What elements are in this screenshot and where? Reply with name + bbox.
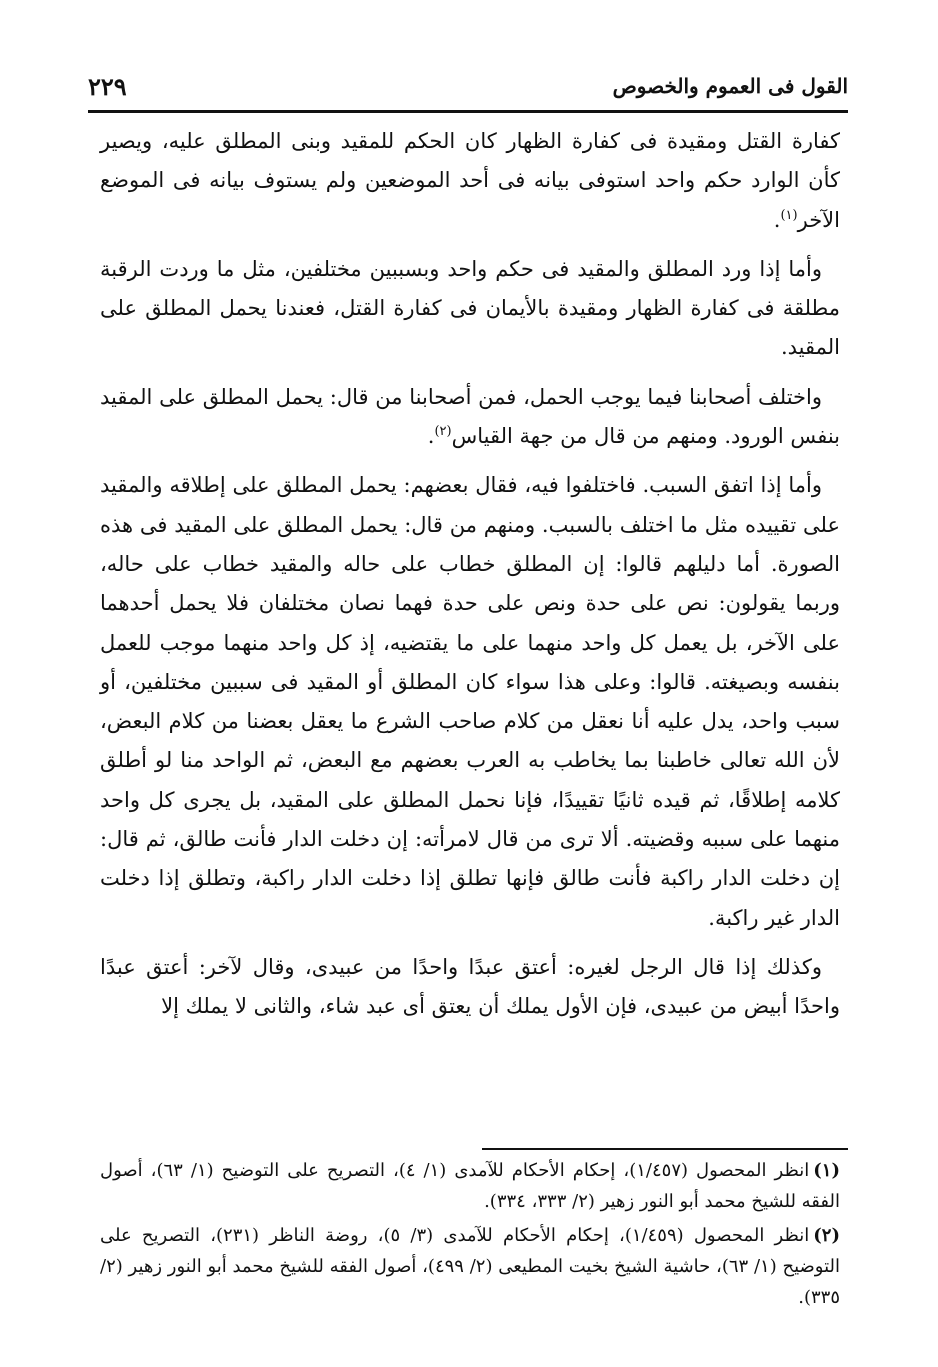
paragraph-tail: . <box>427 424 435 449</box>
footnote-rule <box>482 1148 848 1150</box>
header-rule <box>88 110 848 113</box>
paragraph <box>100 378 840 457</box>
footnote-text: انظر المحصول (١/٤٥٧)، إحكام الأحكام للآمدى (١/ ٤)، التصريح على التوضيح (١/ ٦٣)، أصول الفقه للشيخ محمد أبو النور زهير (٢/ ٣٣٣، ٣٣٤). <box>100 1160 840 1212</box>
main-text <box>100 122 840 1027</box>
paragraph: وأما إذا اتفق السبب. فاختلفوا فيه، فقال بعضهم: يحمل المطلق على إطلاقه والمقيد على تقييده مثل ما اختلف بالسبب. ومنهم من قال: يحمل المطلق على المقيد فى هذه الصورة. أما دليلهم قالوا: إن المطلق خطاب على حاله والمقيد خطاب على حاله، وربما يقولون: نص على حدة ونص على حدة فهما نصان مختلفان فلا يحمل أحدهما على الآخر، بل يعمل كل واحد منهما على ما يقتضيه، إذ كل واحد منهما موجب للعمل بنفسه وبصيغته. قالوا: وعلى هذا سواء كان المطلق أو المقيد فى سببين مختلفين، أو سبب واحد، يدل عليه أنا نعقل من كلام صاحب الشرع ما يعقل بعضنا من كلام البعض، لأن الله تعالى خاطبنا بما يخاطب به العرب بعضهم مع البعض، ثم الواحد منا لو أطلق كلامه إطلاقًا، ثم قيده ثانيًا تقييدًا، فإنا نحمل المطلق على المقيد، بل يجرى كل واحد منهما على سببه وقضيته. ألا ترى من قال لامرأته: إن دخلت الدار فأنت طالق، ثم قال: إن دخلت الدار راكبة فأنت طالق فإنها تطلق إذا دخلت الدار راكبة، وتطلق إذا دخلت الدار غير راكبة. <box>100 473 840 930</box>
footnote <box>100 1156 840 1217</box>
page-number: ٢٢٩ <box>88 72 127 101</box>
paragraph: وأما إذا ورد المطلق والمقيد فى حكم واحد وبسببين مختلفين، مثل ما وردت الرقبة مطلقة فى كفارة الظهار ومقيدة بالأيمان فى كفارة القتل، فعندنا يحمل المطلق على المقيد. <box>100 256 840 360</box>
footnote-reference: (١) <box>780 207 798 223</box>
footnote <box>100 1221 840 1313</box>
footnote-number: (١) <box>813 1160 840 1181</box>
page-header <box>88 72 848 106</box>
paragraph-text: كفارة القتل ومقيدة فى كفارة الظهار كان الحكم للمقيد وبنى المطلق عليه، ويصير كأن الوارد حكم واحد استوفى بيانه فى أحد الموضعين ولم يستوف بيانه فى الموضع الآخر <box>100 129 840 232</box>
paragraph: وكذلك إذا قال الرجل لغيره: أعتق عبدًا واحدًا من عبيدى، وقال لآخر: أعتق عبدًا واحدًا أبيض من عبيدى، فإن الأول يملك أن يعتق أى عبد شاء، والثانى لا يملك إلا <box>100 954 840 1019</box>
footnote-reference: (٢) <box>434 424 452 440</box>
footnote-text: انظر المحصول (١/٤٥٩)، إحكام الأحكام للآمدى (٣/ ٥)، روضة الناظر (٢٣١)، التصريح على التوضيح (١/ ٦٣)، حاشية الشيخ بخيت المطيعى (٢/ ٤٩٩)، أصول الفقه للشيخ محمد أبو النور زهير (٢/ ٣٣٥). <box>100 1225 840 1308</box>
paragraph-tail: . <box>773 207 781 232</box>
paragraph <box>100 122 840 240</box>
footnotes <box>100 1156 840 1314</box>
paragraph-text: واختلف أصحابنا فيما يوجب الحمل، فمن أصحابنا من قال: يحمل المطلق على المقيد بنفس الورود. ومنهم من قال من جهة القياس <box>100 384 840 449</box>
footnote-number: (٢) <box>813 1225 840 1247</box>
running-title: القول فى العموم والخصوص <box>612 74 848 98</box>
